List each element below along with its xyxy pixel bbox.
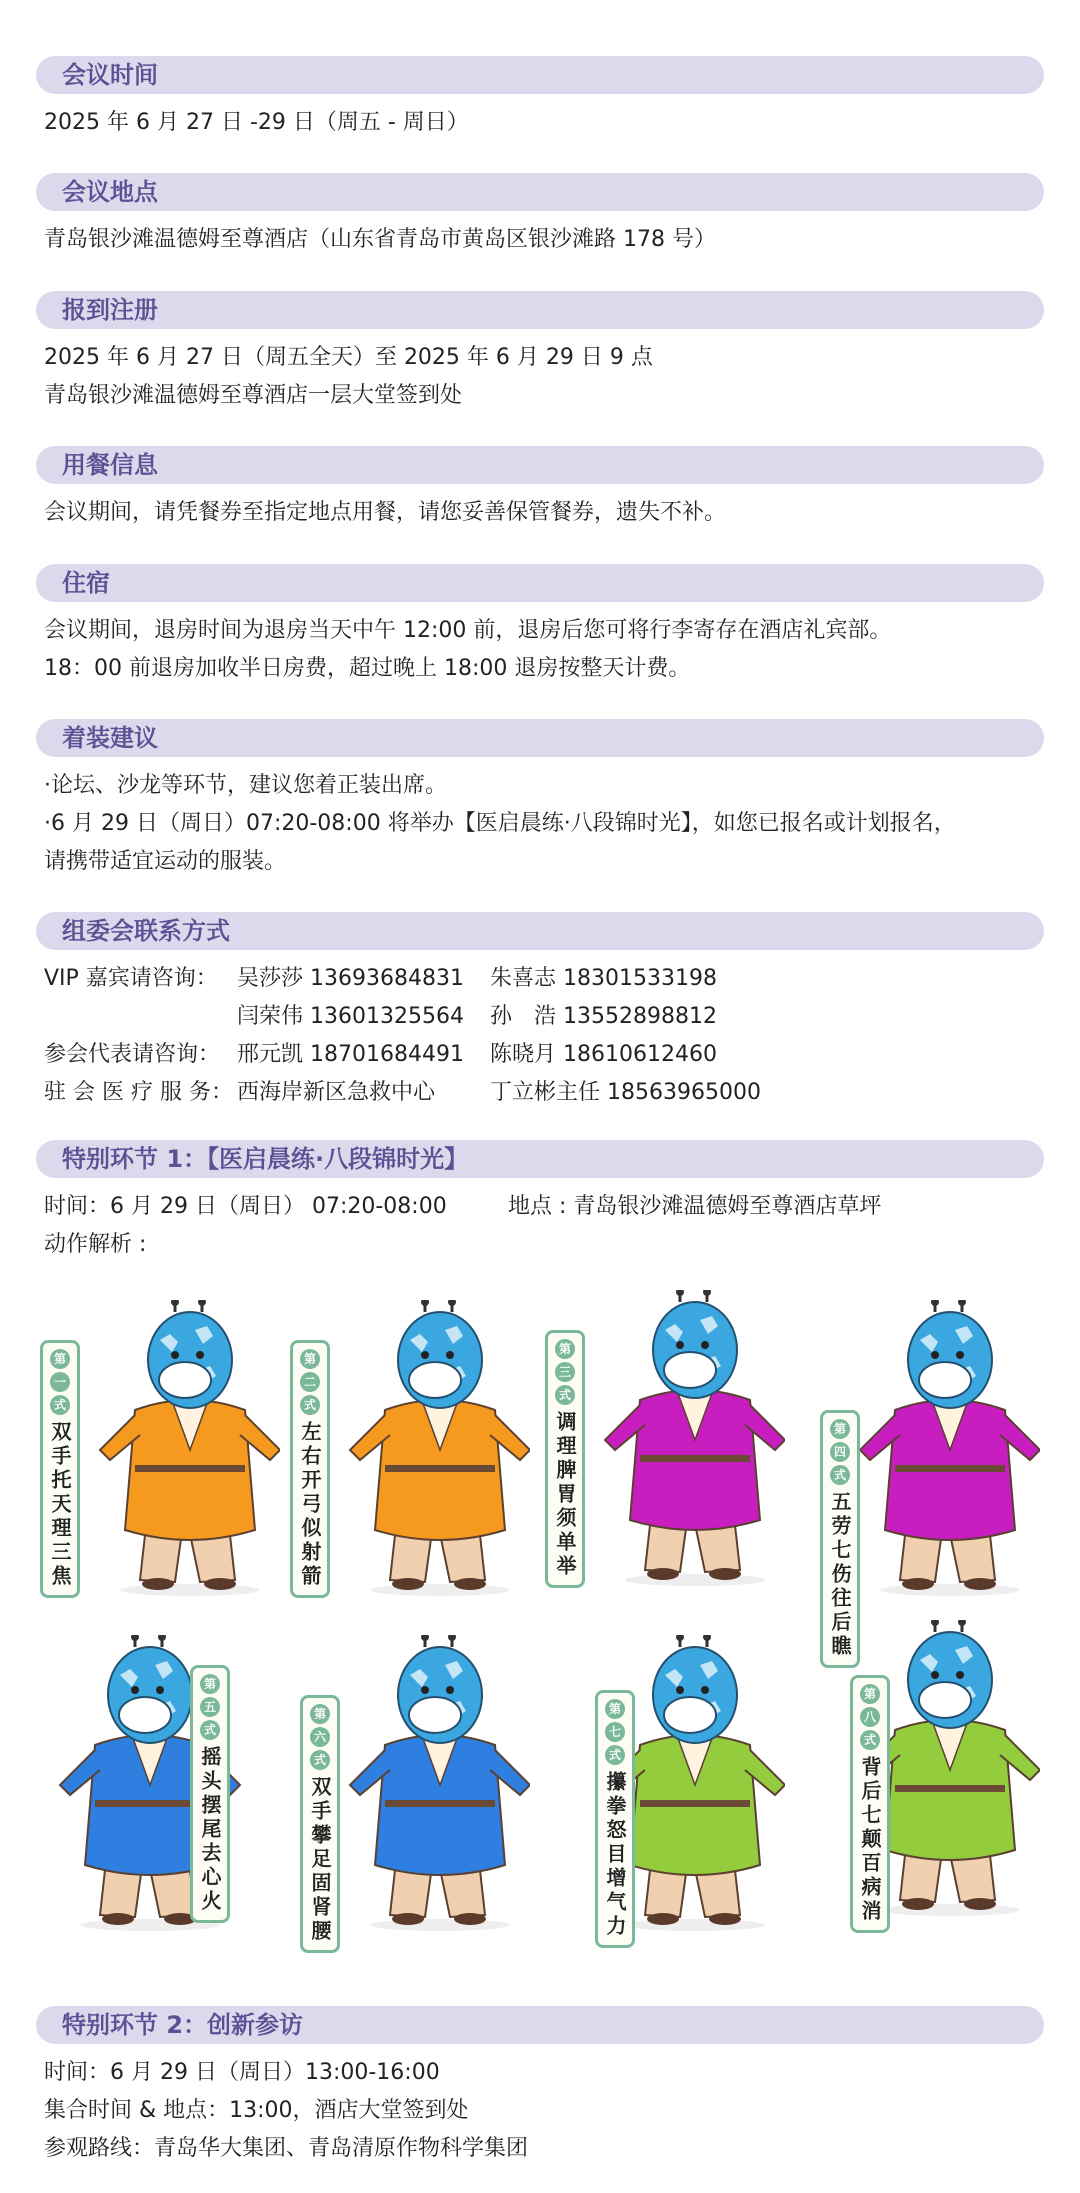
section-header-special1 <box>36 1140 1044 1178</box>
move-number-char: 式 <box>555 1385 575 1405</box>
move-number-char: 式 <box>200 1720 220 1740</box>
special1-analysis-label: 动作解析 : <box>44 1232 147 1257</box>
move-number-char: 第 <box>310 1704 330 1724</box>
move-number <box>555 1339 575 1405</box>
section-title: 会议时间 <box>62 61 158 89</box>
section-header-dress <box>36 719 1044 757</box>
registration-line: 2025 年 6 月 27 日（周五全天）至 2025 年 6 月 29 日 9 点 <box>44 345 653 370</box>
move-name: 摇头摆尾去心火 <box>198 1746 222 1914</box>
contact-person: 西海岸新区急救中心 <box>237 1080 436 1105</box>
venue-text: 青岛银沙滩温德姆至尊酒店（山东省青岛市黄岛区银沙滩路 178 号） <box>44 227 716 252</box>
move-number-char: 第 <box>300 1349 320 1369</box>
section-title: 特别环节 1：【医启晨练·八段锦时光】 <box>62 1145 469 1173</box>
section-title: 报到注册 <box>62 296 158 324</box>
special2-line: 集合时间 & 地点：13:00，酒店大堂签到处 <box>44 2098 469 2123</box>
contact-label: 驻 会 医 疗 服 务： <box>44 1080 233 1105</box>
dress-line: ·6 月 29 日（周日）07:20-08:00 将举办【医启晨练·八段锦时光】，如您已报名或计划报名， <box>44 811 956 836</box>
contact-person: 邢元凯 18701684491 <box>237 1042 464 1067</box>
special1-time: 时间：6 月 29 日（周日） 07:20-08:00 <box>44 1194 447 1219</box>
move-number-char: 式 <box>860 1730 880 1750</box>
move-number-char: 式 <box>50 1395 70 1415</box>
move-label-tag <box>290 1340 330 1598</box>
contact-person: 吴莎莎 13693684831 <box>237 966 464 991</box>
contact-label: 参会代表请咨询： <box>44 1042 221 1067</box>
move-number-char: 二 <box>300 1372 320 1392</box>
section-header-time <box>36 56 1044 94</box>
move-label-tag <box>595 1690 635 1948</box>
registration-line: 青岛银沙滩温德姆至尊酒店一层大堂签到处 <box>44 383 463 408</box>
section-header-special2 <box>36 2006 1044 2044</box>
section-title: 用餐信息 <box>62 451 158 479</box>
move-number <box>605 1699 625 1765</box>
move-number-char: 式 <box>300 1395 320 1415</box>
move-figure <box>545 1635 785 1939</box>
special2-line: 参观路线：青岛华大集团、青岛清原作物科学集团 <box>44 2136 529 2161</box>
move-number-char: 一 <box>50 1372 70 1392</box>
section-title: 着装建议 <box>62 724 158 752</box>
move-number-char: 式 <box>605 1745 625 1765</box>
section-header-lodging <box>36 564 1044 602</box>
dining-text: 会议期间，请凭餐券至指定地点用餐，请您妥善保管餐券，遗失不补。 <box>44 500 727 525</box>
contact-label: VIP 嘉宾请咨询： <box>44 966 218 991</box>
section-header-registration <box>36 291 1044 329</box>
move-number-char: 七 <box>605 1722 625 1742</box>
move-number <box>860 1684 880 1750</box>
time-text: 2025 年 6 月 27 日 -29 日（周五 - 周日） <box>44 110 469 135</box>
section-header-venue <box>36 173 1044 211</box>
move-number-char: 五 <box>200 1697 220 1717</box>
move-number <box>830 1419 850 1485</box>
contact-person: 丁立彬主任 18563965000 <box>490 1080 761 1105</box>
move-number-char: 第 <box>200 1674 220 1694</box>
giraffe-illustration <box>40 1635 280 1935</box>
move-number <box>50 1349 70 1415</box>
move-name: 调理脾胃须单举 <box>553 1411 577 1579</box>
move-name: 双手托天理三焦 <box>48 1421 72 1589</box>
contact-person: 陈晓月 18610612460 <box>490 1042 717 1067</box>
contact-person: 闫荣伟 13601325564 <box>237 1004 464 1029</box>
move-figure <box>40 1635 280 1935</box>
lodging-line: 18：00 前退房加收半日房费，超过晚上 18:00 退房按整天计费。 <box>44 656 691 681</box>
section-header-contact <box>36 912 1044 950</box>
move-number-char: 式 <box>830 1465 850 1485</box>
move-number-char: 第 <box>605 1699 625 1719</box>
contact-person: 朱喜志 18301533198 <box>490 966 717 991</box>
move-label-tag <box>850 1675 890 1933</box>
section-header-dining <box>36 446 1044 484</box>
move-figure <box>290 1300 530 1600</box>
move-number-char: 第 <box>555 1339 575 1359</box>
move-number-char: 式 <box>310 1750 330 1770</box>
section-title: 住宿 <box>62 569 110 597</box>
section-title: 组委会联系方式 <box>62 917 230 945</box>
section-title: 会议地点 <box>62 178 158 206</box>
special1-place: 地点 : 青岛银沙滩温德姆至尊酒店草坪 <box>508 1194 882 1219</box>
move-number <box>300 1349 320 1415</box>
move-figure <box>800 1300 1040 1659</box>
move-name: 左右开弓似射箭 <box>298 1421 322 1589</box>
section-title: 特别环节 2：创新参访 <box>62 2011 304 2039</box>
giraffe-illustration <box>545 1635 785 1935</box>
giraffe-illustration <box>800 1620 1040 1920</box>
lodging-line: 会议期间，退房时间为退房当天中午 12:00 前，退房后您可将行李寄存在酒店礼宾部。 <box>44 618 892 643</box>
contact-person: 孙 浩 13552898812 <box>490 1004 717 1029</box>
move-figure <box>40 1300 280 1600</box>
move-number-char: 第 <box>830 1419 850 1439</box>
move-label-tag <box>545 1330 585 1588</box>
move-name: 五劳七伤往后瞧 <box>828 1491 852 1659</box>
move-number-char: 第 <box>860 1684 880 1704</box>
dress-line: 请携带适宜运动的服装。 <box>44 849 287 874</box>
move-label-tag <box>40 1340 80 1598</box>
move-figure <box>545 1290 785 1590</box>
special2-line: 时间：6 月 29 日（周日）13:00-16:00 <box>44 2060 440 2085</box>
move-name: 攥拳怒目增气力 <box>603 1771 627 1939</box>
move-name: 双手攀足固肾腰 <box>308 1776 332 1944</box>
move-number <box>310 1704 330 1770</box>
move-figure <box>290 1635 530 1944</box>
move-figure <box>800 1620 1040 1924</box>
dress-line: ·论坛、沙龙等环节，建议您着正装出席。 <box>44 773 447 798</box>
move-number <box>200 1674 220 1740</box>
move-label-tag <box>190 1665 230 1923</box>
move-label-tag <box>300 1695 340 1953</box>
move-number-char: 三 <box>555 1362 575 1382</box>
move-name: 背后七颠百病消 <box>858 1756 882 1924</box>
move-number-char: 六 <box>310 1727 330 1747</box>
move-number-char: 四 <box>830 1442 850 1462</box>
move-number-char: 第 <box>50 1349 70 1369</box>
move-number-char: 八 <box>860 1707 880 1727</box>
